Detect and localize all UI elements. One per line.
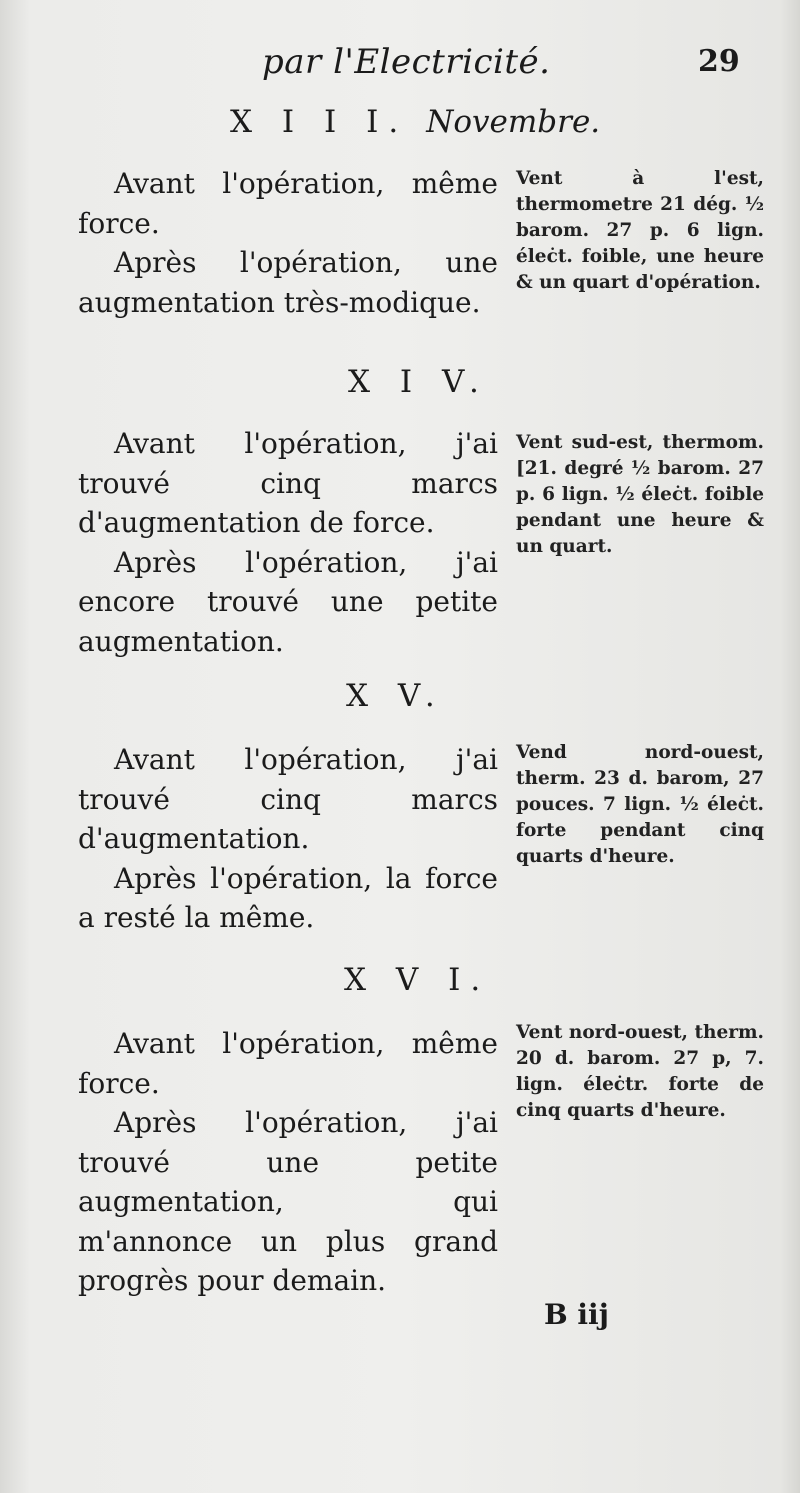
section-xiii-text bbox=[78, 164, 498, 322]
paragraph: Après l'opération, j'ai encore trouvé une petite augmentation. bbox=[78, 545, 498, 658]
section-heading-xiii bbox=[230, 104, 600, 140]
section-numeral: X V. bbox=[346, 678, 445, 714]
paragraph: Après l'opération, la force a resté la même. bbox=[78, 861, 498, 934]
paragraph: Avant l'opération, j'ai trouvé cinq marcs d'augmentation de force. bbox=[78, 427, 498, 539]
page-number: 29 bbox=[698, 44, 740, 79]
paragraph: Avant l'opération, même force. bbox=[78, 167, 498, 240]
signature-mark: B iij bbox=[544, 1298, 609, 1331]
paragraph: Après l'opération, une augmentation très-modique. bbox=[78, 246, 498, 319]
section-heading-xv bbox=[346, 678, 445, 714]
paragraph: Après l'opération, j'ai trouvé une petite augmentation, qui m'annonce un plus grand progrès pour demain. bbox=[78, 1106, 498, 1297]
section-numeral: X I V. bbox=[348, 364, 489, 400]
section-numeral: X I I I. bbox=[230, 104, 409, 140]
section-heading-xvi bbox=[344, 962, 490, 998]
section-xvi-text bbox=[78, 1024, 498, 1301]
paragraph: Avant l'opération, j'ai trouvé cinq marcs d'augmentation. bbox=[78, 743, 498, 855]
side-note-xiii: Vent à l'est, thermometre 21 dég. ½ barom. 27 p. 6 lign. éleċt. foible, une heure & un quart d'opération. bbox=[516, 168, 764, 293]
side-note-xv: Vend nord-ouest, therm. 23 d. barom, 27 pouces. 7 lign. ½ éleċt. forte pendant cinq quarts d'heure. bbox=[516, 742, 764, 867]
side-note-xiv: Vent sud-est, thermom. [21. degré ½ barom. 27 p. 6 lign. ½ éleċt. foible pendant une heure & un quart. bbox=[516, 432, 764, 557]
section-xv-text bbox=[78, 740, 498, 938]
section-heading-xiv bbox=[348, 364, 489, 400]
section-numeral: X V I. bbox=[344, 962, 491, 998]
section-month: Novembre. bbox=[426, 104, 601, 140]
paragraph: Avant l'opération, même force. bbox=[78, 1027, 498, 1100]
side-note-xvi: Vent nord-ouest, therm. 20 d. barom. 27 p, 7. lign. éleċtr. forte de cinq quarts d'heure. bbox=[516, 1022, 764, 1121]
section-xiv-text bbox=[78, 424, 498, 661]
running-head: par l'Electricité. bbox=[262, 42, 551, 82]
